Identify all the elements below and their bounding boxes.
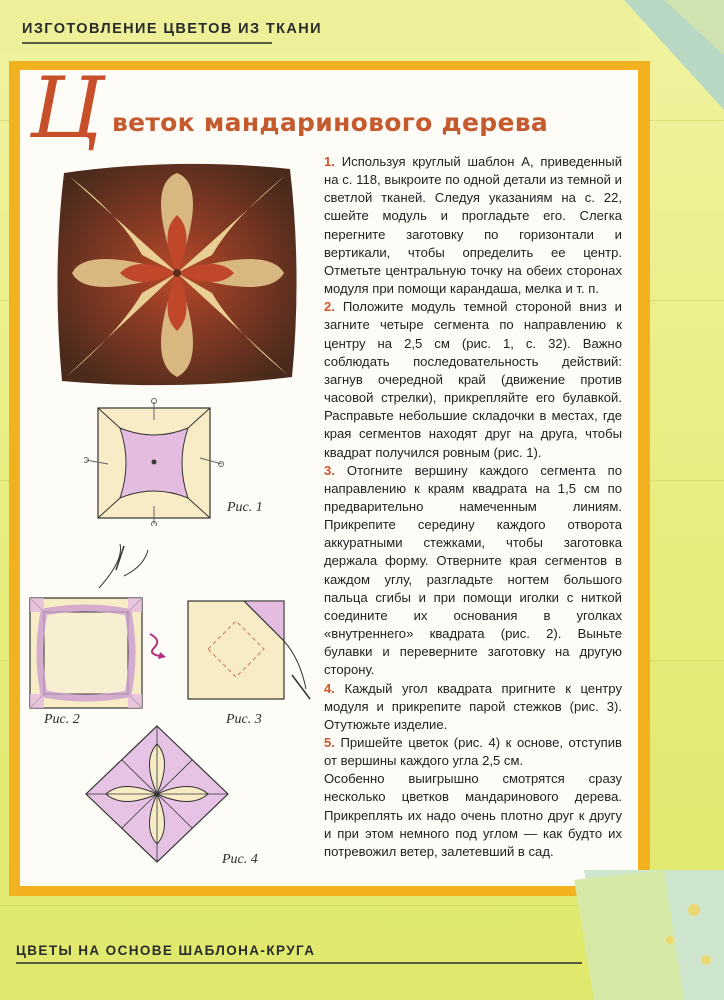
transition-arrow bbox=[144, 630, 170, 660]
step-text: Каждый угол квадрата пригните к центру модуля и прикрепите парой стежков (рис. 3). Отутюжьте изделие. bbox=[324, 680, 622, 732]
step-number: 2. bbox=[324, 299, 335, 315]
figure-3-diagram bbox=[184, 597, 312, 707]
step-number: 3. bbox=[324, 462, 335, 478]
step-2 bbox=[324, 298, 622, 461]
step-number: 4. bbox=[324, 680, 335, 696]
footer-rule bbox=[16, 962, 582, 964]
flower-photo bbox=[50, 155, 304, 392]
step-text: Отогните вершину каждого сегмента по направлению к краям квадрата на 1,5 см по предварительно намеченным линиям. Прикрепите середину каждого отворота аккуратными стежками, чтобы заготовка держала форму. Отверните края сегментов в каждом углу, разгладьте ногтем большого пальца сгибы и при помощи иголки с ниткой соедините их основания в уголках «внутреннего» квадрата (рис. 2). Выньте булавки и переверните заготовку на другую сторону. bbox=[324, 462, 622, 678]
title-text: веток мандаринового дерева bbox=[112, 108, 549, 137]
step-text: Используя круглый шаблон А, приведенный на с. 118, выкроите по одной детали из темной и светлой тканей. Следуя указаниям на с. 22, сшейте модуль и прогладьте его. Слегка перегните заготовку по горизонтали и вертикали, чтобы определить ее центр. Отметьте центральную точку на обеих сторонах модуля при помощи карандаша, мелка и т. п. bbox=[324, 154, 623, 297]
step-text: Положите модуль темной стороной вниз и загните четыре сегмента по направлению к центру на 2,5 см (рис. 1, с. 32). Важно соблюдать последовательность действий: загнув очередной край (движение против часовой стрелки), прикрепляйте его булавкой. Расправьте небольшие складочки в местах, где края сегментов находят друг на друга, чтобы квадрат получился ровным (рис. 1). bbox=[324, 299, 622, 460]
step-3 bbox=[324, 462, 622, 680]
running-header: ИЗГОТОВЛЕНИЕ ЦВЕТОВ ИЗ ТКАНИ bbox=[22, 21, 322, 37]
title-initial: Ц bbox=[30, 59, 104, 157]
figure-4-caption: Рис. 4 bbox=[222, 852, 258, 867]
footer-section-title: ЦВЕТЫ НА ОСНОВЕ ШАБЛОНА-КРУГА bbox=[16, 943, 316, 958]
step-number: 5. bbox=[324, 735, 335, 750]
step-5 bbox=[324, 734, 622, 770]
step-number: 1. bbox=[324, 154, 335, 169]
figure-1-diagram bbox=[84, 398, 224, 526]
header-rule bbox=[22, 42, 272, 44]
step-1 bbox=[324, 153, 622, 298]
closing-paragraph: Особенно выигрышно смотрятся сразу несколько цветков мандаринового дерева. Прикреплять их надо очень плотно друг к другу и при этом немного под углом — как будто их потревожил ветер, залетевший в сад. bbox=[324, 771, 622, 859]
corner-decoration-bottom bbox=[574, 870, 724, 1000]
figure-1-caption: Рис. 1 bbox=[227, 500, 263, 515]
figure-2-diagram bbox=[24, 540, 164, 712]
step-4 bbox=[324, 680, 622, 734]
figure-2-caption: Рис. 2 bbox=[44, 712, 80, 727]
article-title bbox=[30, 59, 590, 157]
instructions bbox=[324, 153, 622, 861]
figure-4-diagram bbox=[82, 722, 232, 866]
step-text: Пришейте цветок (рис. 4) к основе, отступив от вершины каждого угла 2,5 см. bbox=[324, 735, 623, 769]
figure-3-caption: Рис. 3 bbox=[226, 712, 262, 727]
